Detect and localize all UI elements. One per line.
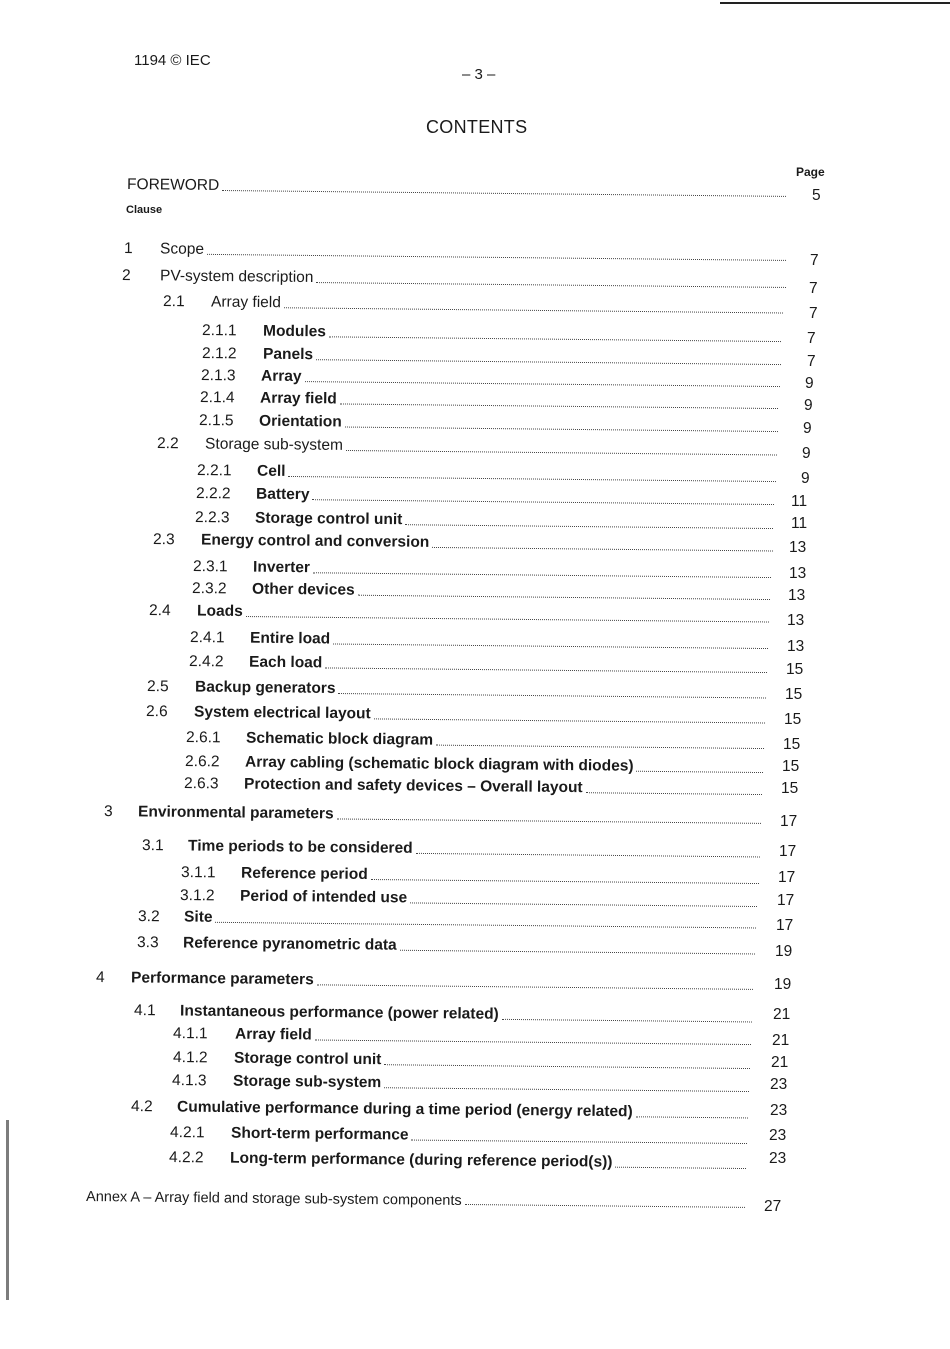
- clause-number: 4: [96, 969, 105, 987]
- entry-title: Schematic block diagram: [246, 729, 434, 749]
- page-ref: 23: [770, 1102, 788, 1119]
- entry-title: Period of intended use: [240, 887, 408, 907]
- page-ref: 7: [810, 252, 819, 269]
- page-ref: 27: [764, 1198, 782, 1215]
- clause-number: 2: [122, 267, 131, 285]
- page-number: – 3 –: [462, 66, 496, 83]
- entry-title: Energy control and conversion: [201, 531, 430, 551]
- entry-title: Other devices: [252, 580, 355, 599]
- page-ref: 13: [789, 539, 807, 556]
- clause-number: 3.2: [138, 908, 160, 926]
- clause-number: 2.1.2: [202, 345, 237, 363]
- entry-title: FOREWORD: [127, 176, 220, 194]
- page-ref: 17: [779, 843, 797, 860]
- clause-number: 1: [124, 240, 133, 258]
- clause-number: 2.4: [149, 602, 171, 620]
- page-ref: 17: [778, 869, 796, 886]
- page-ref: 13: [788, 587, 806, 604]
- standard-reference: 1194 © IEC: [134, 52, 211, 69]
- entry-title: System electrical layout: [194, 703, 371, 723]
- clause-number: 2.1.4: [200, 389, 235, 407]
- entry-title: Site: [184, 908, 213, 926]
- page-ref: 15: [786, 661, 804, 678]
- entry-title: Instantaneous performance (power related): [180, 1002, 499, 1023]
- entry-title: Reference period: [241, 864, 368, 883]
- page-ref: 9: [804, 397, 813, 414]
- page-ref: 15: [781, 780, 799, 797]
- entry-title: Storage control unit: [255, 509, 403, 529]
- entry-title: Battery: [256, 485, 310, 504]
- clause-number: 2.1.1: [202, 322, 237, 340]
- page-ref: 9: [802, 445, 811, 462]
- page-ref: 17: [777, 892, 795, 909]
- entry-title: Long-term performance (during reference period(s)): [230, 1149, 613, 1171]
- entry-title: Cumulative performance during a time period (energy related): [177, 1098, 633, 1121]
- clause-number: 4.1.3: [172, 1072, 207, 1090]
- clause-number: 2.3.1: [193, 558, 228, 576]
- entry-title: Orientation: [259, 412, 342, 431]
- entry-title: Loads: [197, 602, 243, 620]
- page-ref: 9: [801, 470, 810, 487]
- page-ref: 7: [809, 305, 818, 322]
- entry-title: Time periods to be considered: [188, 837, 413, 857]
- clause-number: 3.3: [137, 934, 159, 952]
- clause-number: 2.2.2: [196, 485, 231, 503]
- clause-number: 2.2.1: [197, 462, 232, 480]
- page-ref: 9: [805, 375, 814, 392]
- entry-title: Storage control unit: [234, 1049, 382, 1069]
- entry-title: Panels: [263, 345, 314, 364]
- page-ref: 15: [785, 686, 803, 703]
- clause-number: 4.1.1: [173, 1025, 208, 1043]
- clause-number: 3.1.2: [180, 887, 215, 905]
- page-ref: 21: [771, 1054, 789, 1071]
- page-ref: 13: [789, 565, 807, 582]
- entry-title: Protection and safety devices – Overall layout: [244, 775, 583, 797]
- page-ref: 7: [809, 280, 818, 297]
- entry-title: Performance parameters: [131, 969, 314, 989]
- clause-number: 2.6: [146, 703, 168, 721]
- entry-title: Each load: [249, 653, 323, 672]
- page-ref: 7: [807, 330, 816, 347]
- entry-title: Annex A – Array field and storage sub-system components: [86, 1189, 462, 1209]
- entry-title: Short-term performance: [231, 1124, 409, 1144]
- clause-number: 4.2: [131, 1098, 153, 1116]
- entry-title: Array field: [211, 293, 281, 312]
- clause-number: 2.2: [157, 435, 179, 453]
- entry-title: Inverter: [253, 558, 311, 577]
- clause-number: 2.1.5: [199, 412, 234, 430]
- entry-title: Cell: [257, 462, 286, 480]
- page-ref: 23: [769, 1150, 787, 1167]
- page-ref: 15: [782, 758, 800, 775]
- entry-title: Array cabling (schematic block diagram with diodes): [245, 753, 634, 775]
- clause-number: 3.1: [142, 837, 164, 855]
- page-ref: 15: [784, 711, 802, 728]
- clause-number: 2.4.1: [190, 629, 225, 647]
- clause-number: 3: [104, 803, 113, 821]
- clause-column-label: Clause: [126, 204, 163, 216]
- page-ref: 7: [807, 353, 816, 370]
- page-ref: 5: [812, 187, 821, 204]
- clause-number: 2.6.1: [186, 729, 221, 747]
- clause-number: 4.1: [134, 1002, 156, 1020]
- entry-title: Environmental parameters: [138, 803, 334, 823]
- page-ref: 21: [772, 1032, 790, 1049]
- clause-number: 2.3: [153, 531, 175, 549]
- entry-title: Array field: [235, 1025, 312, 1044]
- entry-title: Entire load: [250, 629, 331, 648]
- page-ref: 17: [780, 813, 798, 830]
- page-ref: 19: [775, 943, 793, 960]
- page-ref: 11: [791, 493, 808, 510]
- clause-number: 4.1.2: [173, 1049, 208, 1067]
- page-ref: 9: [803, 420, 812, 437]
- entry-title: Reference pyranometric data: [183, 934, 397, 954]
- entry-title: Backup generators: [195, 678, 336, 697]
- entry-title: Array field: [260, 389, 337, 408]
- clause-number: 4.2.2: [169, 1149, 204, 1167]
- page-ref: 17: [776, 917, 794, 934]
- clause-number: 2.2.3: [195, 509, 230, 527]
- clause-number: 2.6.3: [184, 775, 219, 793]
- clause-number: 2.4.2: [189, 653, 224, 671]
- entry-title: Modules: [263, 322, 327, 341]
- clause-number: 2.6.2: [185, 753, 220, 771]
- clause-number: 2.5: [147, 678, 169, 696]
- entry-title: PV-system description: [160, 267, 314, 287]
- clause-number: 4.2.1: [170, 1124, 205, 1142]
- page-column-label: Page: [796, 165, 825, 179]
- page-ref: 13: [787, 638, 805, 655]
- entry-title: Scope: [160, 240, 205, 258]
- page-ref: 15: [783, 736, 801, 753]
- clause-number: 3.1.1: [181, 864, 216, 882]
- entry-title: Array: [261, 367, 302, 386]
- page-ref: 23: [770, 1076, 788, 1093]
- page-ref: 19: [774, 976, 792, 993]
- page-ref: 11: [791, 515, 808, 532]
- entry-title: Storage sub-system: [205, 435, 344, 454]
- entry-title: Storage sub-system: [233, 1072, 382, 1092]
- clause-number: 2.1.3: [201, 367, 236, 385]
- page-ref: 23: [769, 1127, 787, 1144]
- page-title: CONTENTS: [426, 117, 528, 137]
- page-ref: 13: [787, 612, 805, 629]
- page-ref: 21: [773, 1006, 791, 1023]
- clause-number: 2.3.2: [192, 580, 227, 598]
- clause-number: 2.1: [163, 293, 185, 311]
